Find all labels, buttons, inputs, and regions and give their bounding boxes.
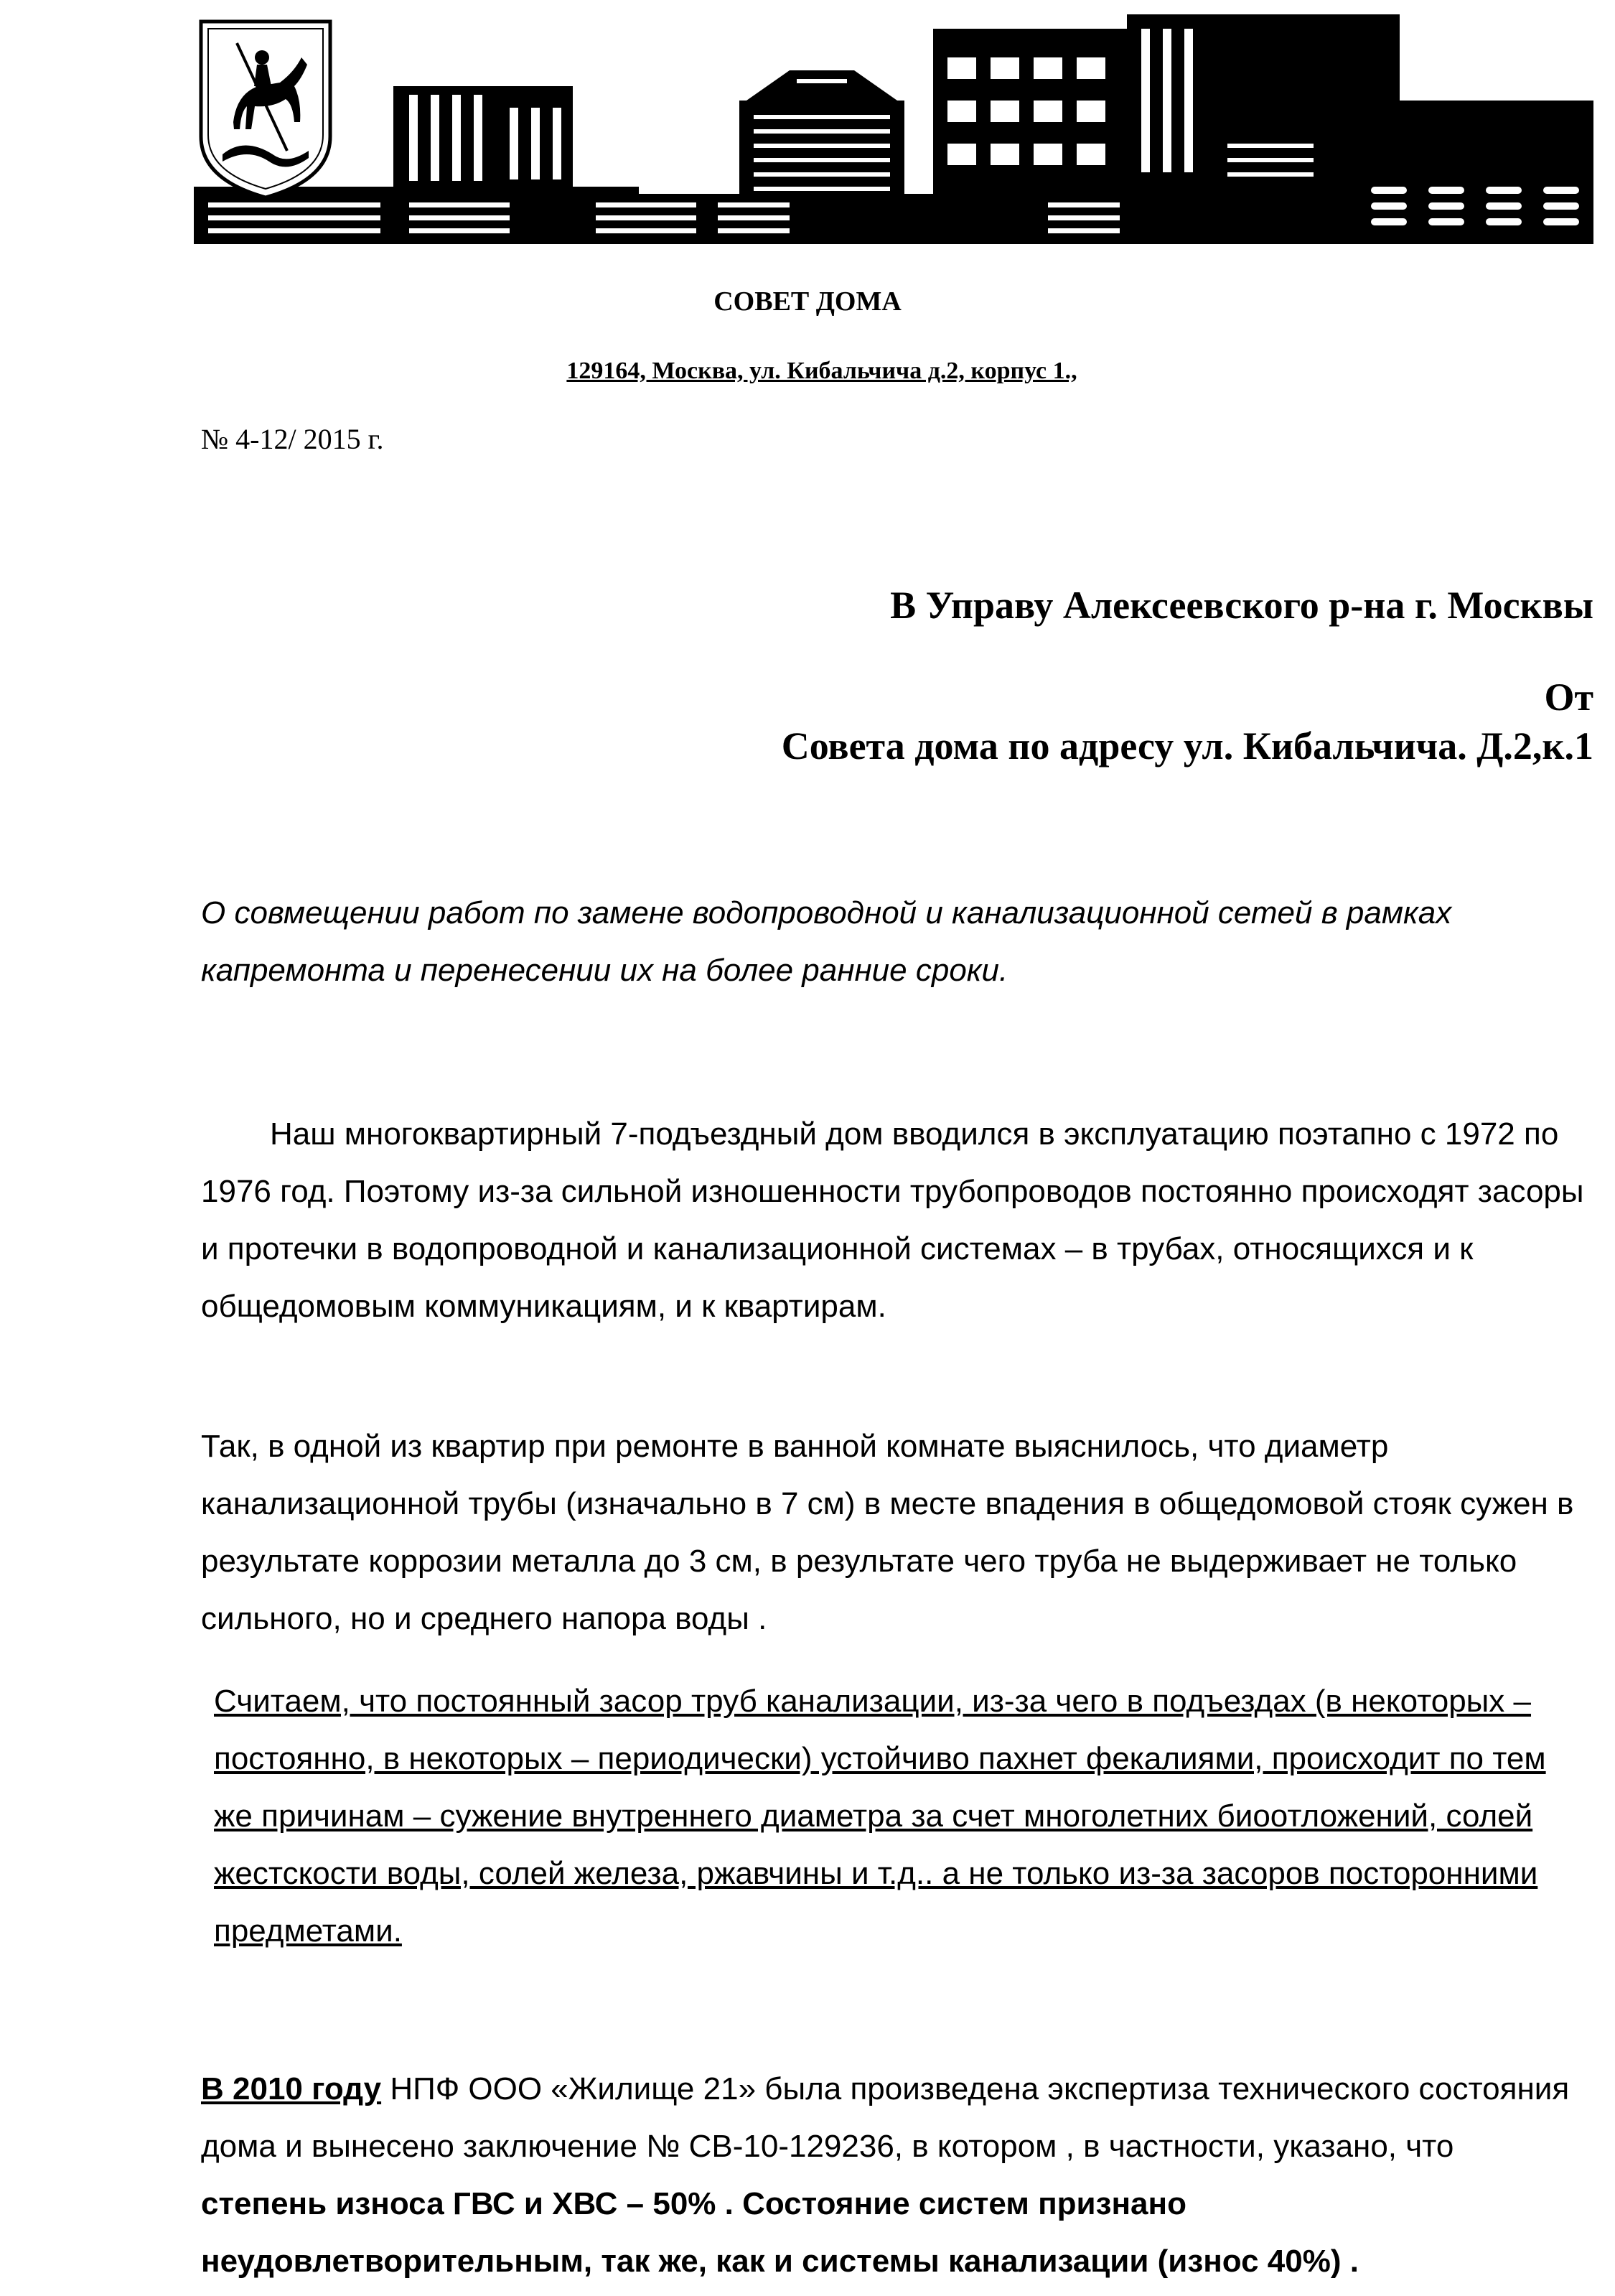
letter-subject: О совмещении работ по замене водопроводной и канализационной сетей в рамках капремонта и перенесении их на более ранние сроки.: [201, 895, 1452, 988]
body-paragraph-1: Наш многоквартирный 7-подъездный дом вводился в эксплуатацию поэтапно с 1972 по 1976 год. Поэтому из-за сильной изношенности трубопроводов постоянно происходят засоры и протечки в водопроводной и канализационной системах – в трубах, относящихся и к общедомовым коммуникациям, и к квартирам.: [201, 1116, 1584, 1324]
expertise-year: В 2010 году: [201, 2071, 382, 2106]
org-title: СОВЕТ ДОМА: [713, 286, 902, 317]
moscow-coat-of-arms-icon: [194, 14, 337, 201]
addressee-to: В Управу Алексеевского р-на г. Москвы: [890, 584, 1593, 627]
letterhead: [194, 14, 1593, 244]
body-paragraph-4: [201, 2061, 1586, 2290]
addressee-from-label: От: [1544, 676, 1593, 719]
org-address: 129164, Москва, ул. Кибальчича д.2, корпус 1.,: [566, 358, 1077, 384]
document-number: № 4-12/ 2015 г.: [201, 423, 384, 455]
city-skyline-graphic: [194, 14, 1593, 244]
expertise-text: НПФ ООО «Жилище 21» была произведена экспертиза технического состояния дома и вынесено заключение № СВ-10-129236, в котором , в частности, указано, что: [201, 2071, 1570, 2164]
body-paragraph-3: Считаем, что постоянный засор труб канализации, из-за чего в подъездах (в некоторых – постоянно, в некоторых – периодически) устойчиво пахнет фекалиями, происходит по тем же причинам – сужение внутреннего диаметра за счет многолетних биоотложений, солей жестскости воды, солей железа, ржавчины и т.д.. а не только из-за засоров посторонними предметами.: [214, 1684, 1546, 1949]
wear-conclusion: степень износа ГВС и ХВС – 50% . Состояние систем признано неудовлетворительным, так же, как и системы канализации (износ 40%) .: [201, 2186, 1359, 2279]
addressee-from: Совета дома по адресу ул. Кибальчича. Д.2,к.1: [781, 724, 1593, 767]
body-paragraph-2: Так, в одной из квартир при ремонте в ванной комнате выяснилось, что диаметр канализационной трубы (изначально в 7 см) в месте впадения в общедомовой стояк сужен в результате коррозии металла до 3 см, в результате чего труба не выдерживает не только сильного, но и среднего напора воды .: [201, 1429, 1574, 1636]
